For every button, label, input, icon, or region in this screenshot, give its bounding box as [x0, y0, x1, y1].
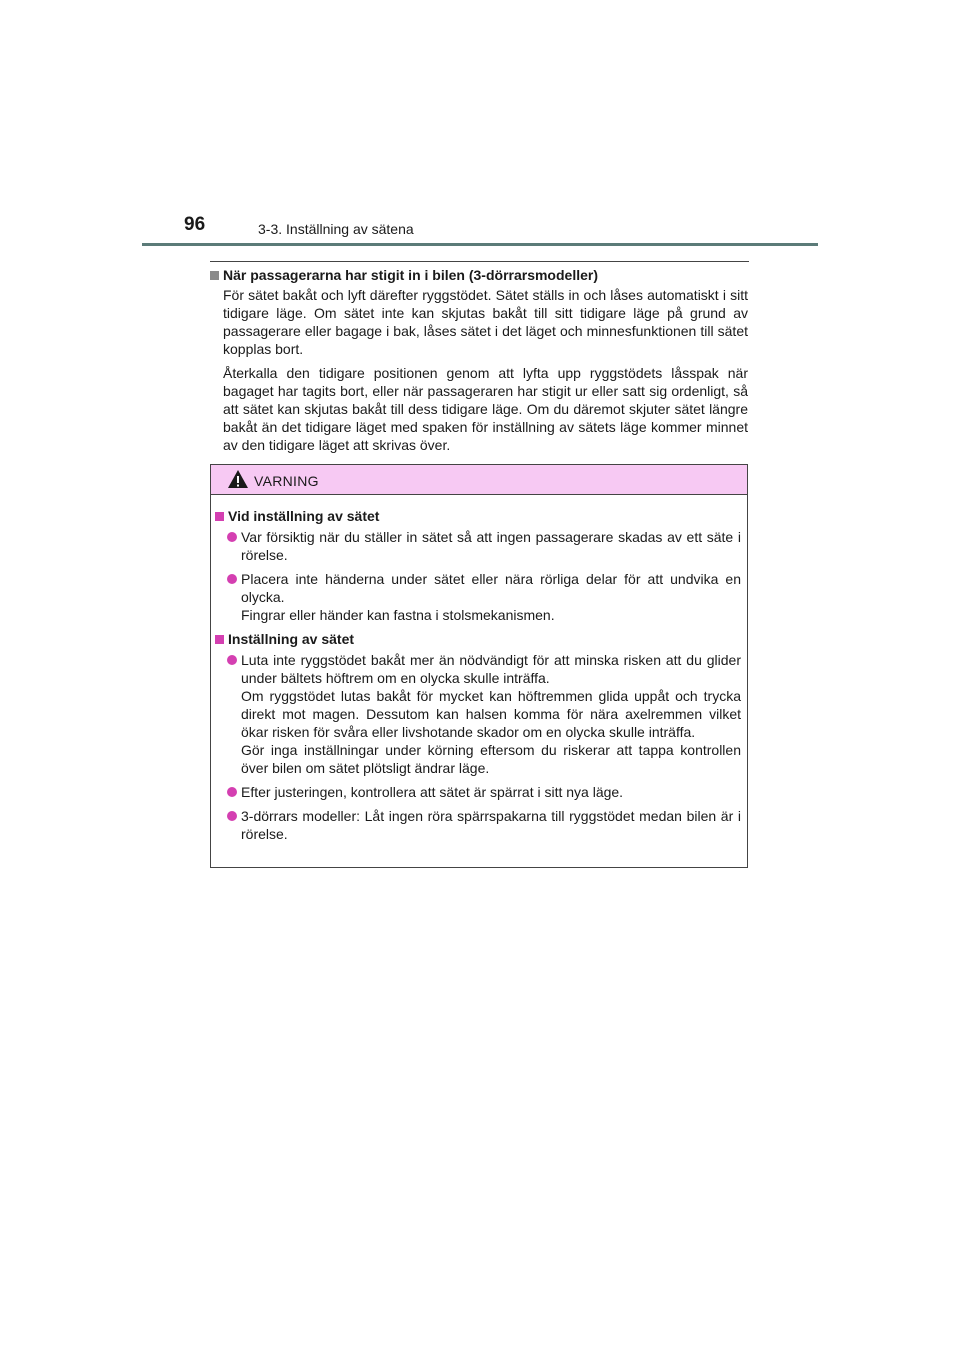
section-paragraph-2: Återkalla den tidigare positionen genom att lyfta upp ryggstödets låsspak när bagaget har tagits bort, eller när passageraren har stigit ur eller satt sig ordenligt, så att sätet kan skjutas bakåt till dess tidigare läge. Om du däremot skjuter sätet längre bakåt än det tidigare läget med spaken för inställning av sätets läge kommer minnet av den tidigare läget att skrivas över.	[223, 365, 748, 453]
warning-title: VARNING	[254, 473, 319, 489]
warning-item-text: Gör inga inställningar under körning eftersom du riskerar att tappa kontrollen över bilen om sätet plötsligt ändrar läge.	[241, 742, 741, 776]
page-number: 96	[184, 214, 206, 235]
warning-item	[241, 570, 741, 624]
section-heading	[210, 266, 748, 284]
square-bullet-icon	[215, 512, 224, 521]
warning-group-heading-text: Vid inställning av sätet	[228, 508, 380, 524]
section-heading-text: När passagerarna har stigit in i bilen (3-dörrarsmodeller)	[223, 267, 598, 283]
section-paragraph-1: För sätet bakåt och lyft därefter ryggstödet. Sätet ställs in och låses automatiskt i sitt tidigare läge. Om sätet inte kan skjutas bakåt till sitt tidigare läge på grund av passagerare eller bagage i bak, låses sätet i det läget och minnesfunktionen till sätet kopplas bort.	[223, 287, 748, 357]
warning-group-heading	[215, 630, 747, 648]
warning-box	[210, 464, 748, 868]
warning-item-text: Efter justeringen, kontrollera att sätet är spärrat i sitt nya läge.	[241, 784, 624, 800]
header-rule	[142, 243, 818, 246]
square-bullet-icon	[210, 271, 219, 280]
warning-item	[241, 528, 741, 564]
warning-item-text: Placera inte händerna under sätet eller nära rörliga delar för att undvika en olycka.	[241, 571, 741, 605]
warning-item	[241, 651, 741, 777]
warning-header	[211, 465, 747, 495]
warning-group-heading-text: Inställning av sätet	[228, 631, 355, 647]
circle-bullet-icon	[227, 532, 237, 542]
section-rule	[210, 261, 749, 262]
warning-item-text: Fingrar eller händer kan fastna i stolsmekanismen.	[241, 607, 555, 623]
warning-item-text: Luta inte ryggstödet bakåt mer än nödvändigt för att minska risken att du glider under bältets höftrem om en olycka skulle inträffa.	[241, 652, 741, 686]
warning-item-text: Var försiktig när du ställer in sätet så att ingen passagerare skadas av ett säte i rörelse.	[241, 529, 741, 563]
circle-bullet-icon	[227, 811, 237, 821]
circle-bullet-icon	[227, 655, 237, 665]
section-passengers-entered	[210, 266, 748, 460]
warning-item-text: 3-dörrars modeller: Låt ingen röra spärrspakarna till ryggstödet medan bilen är i rörelse.	[241, 808, 741, 842]
warning-group-heading	[215, 507, 747, 525]
circle-bullet-icon	[227, 787, 237, 797]
warning-triangle-icon	[227, 469, 249, 489]
warning-body	[211, 507, 747, 849]
square-bullet-icon	[215, 635, 224, 644]
warning-item	[241, 783, 741, 801]
circle-bullet-icon	[227, 574, 237, 584]
running-head: 3-3. Inställning av sätena	[258, 221, 414, 237]
warning-item	[241, 807, 741, 843]
warning-item-text: Om ryggstödet lutas bakåt för mycket kan höftremmen glida uppåt och trycka direkt mot magen. Dessutom kan halsen komma för nära axelremmen vilket ökar risken för svåra eller livshotande skador om en olycka skulle inträffa.	[241, 688, 741, 740]
